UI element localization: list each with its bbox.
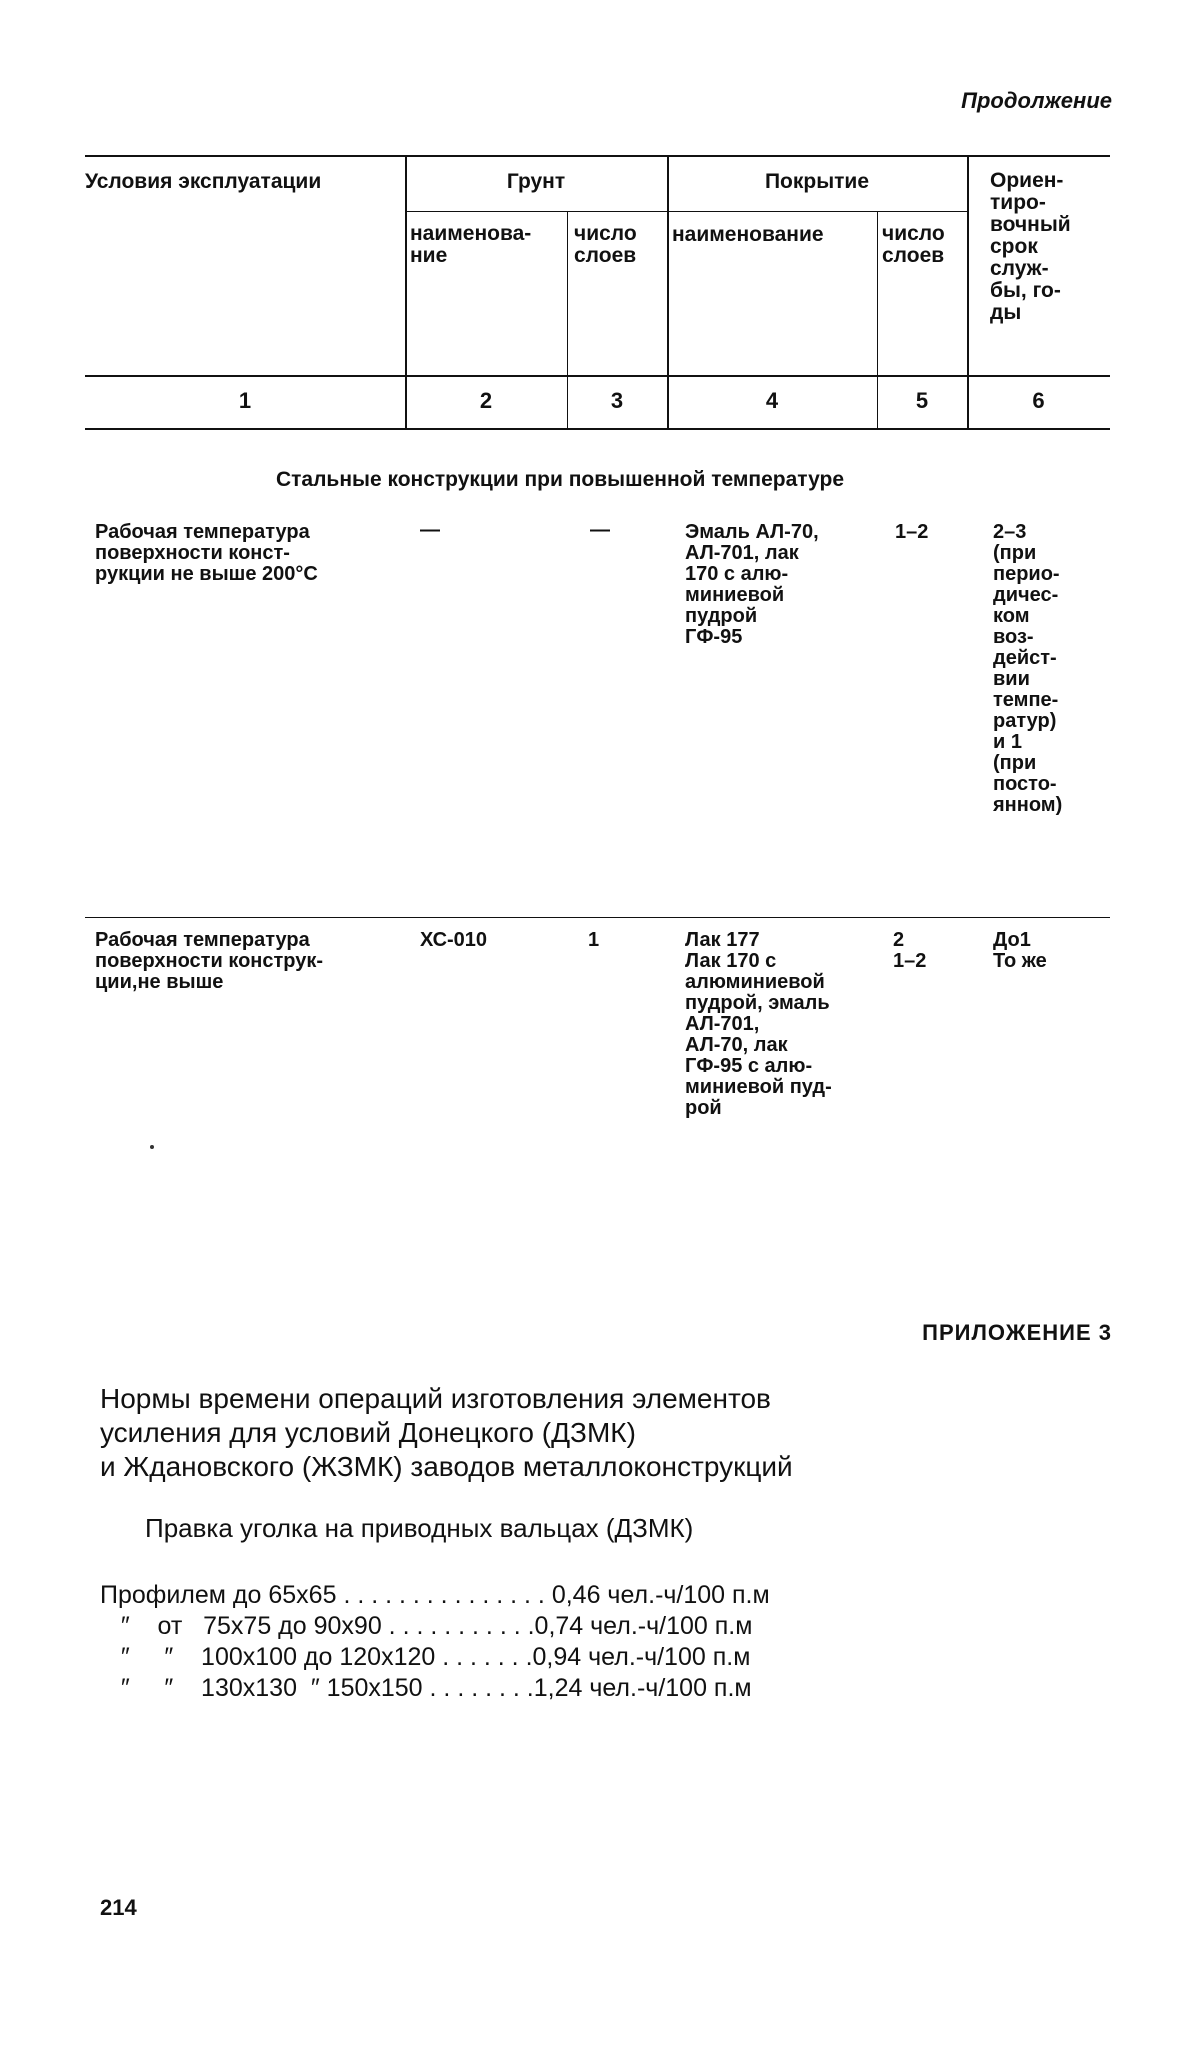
header-bottom-rule [85,375,1110,377]
column-numbers-rule [85,428,1110,430]
header-coating: Покрытие [764,170,870,193]
table-top-rule [85,155,1110,157]
section-title: Стальные конструкции при повышенной температуре [275,468,845,491]
header-service-life: Ориен- тиро- вочный срок служ- бы, го- ды [990,169,1071,324]
appendix-title: Нормы времени операций изготовления элементов усиления для условий Донецкого (ДЗМК) и Ждановского (ЖЗМК) заводов металлоконструкций [100,1383,793,1482]
norm-value: 0,74 чел.-ч/100 п.м [534,1612,753,1640]
norm-row [100,1611,770,1642]
row1-conditions: Рабочая температура поверхности конст- рукции не выше 200°С [95,521,318,585]
header-conditions: Условия эксплуатации [85,170,322,193]
row1-coating-name: Эмаль АЛ-70, АЛ-701, лак 170 с алю- миниевой пудрой ГФ-95 [685,521,819,648]
page-number: 214 [100,1895,137,1920]
norm-value: 0,94 чел.-ч/100 п.м [532,1643,751,1671]
norm-row [100,1642,770,1673]
column-number-5: 5 [915,388,929,413]
header-primer-layers: число слоев [574,222,637,267]
norm-leader: . . . . . . . . [422,1674,534,1702]
stray-mark [150,1145,154,1149]
column-number-4: 4 [765,388,779,413]
norm-profile: ″ ″ 130х130 ″ 150х150 [100,1674,423,1702]
row1-primer-name: — [420,519,440,541]
norm-value: 1,24 чел.-ч/100 п.м [533,1674,752,1702]
appendix-label: ПРИЛОЖЕНИЕ 3 [922,1320,1112,1345]
column-number-6: 6 [1032,388,1045,413]
header-coating-layers: число слоев [882,222,945,267]
row2-coating-layers: 2 1–2 [893,929,927,972]
column-number-3: 3 [610,388,624,413]
norms-list [100,1580,770,1704]
row1-coating-layers: 1–2 [895,521,929,543]
row2-conditions: Рабочая температура поверхности конструк- ции,не выше [95,929,324,993]
header-sub-rule [405,211,967,212]
norm-row [100,1673,770,1704]
appendix-subtitle: Правка уголка на приводных вальцах (ДЗМК) [145,1513,694,1543]
norm-leader: . . . . . . . [435,1643,533,1671]
row2-primer-name: ХС-010 [420,929,488,951]
norm-leader: . . . . . . . . . . . [381,1612,535,1640]
row-divider [85,917,1110,918]
norm-profile: ″ от 75х75 до 90х90 [100,1612,382,1640]
norm-leader: . . . . . . . . . . . . . . . [336,1581,552,1609]
header-coating-name: наименование [672,223,824,246]
continuation-note: Продолжение [961,88,1112,113]
norm-profile: ″ ″ 100х100 до 120х120 [100,1643,436,1671]
norm-row [100,1580,770,1611]
row1-service-life: 2–3 (при перио- дичес- ком воз- дейст- вии темпе- ратур) и 1 (при посто- янном) [993,521,1063,816]
column-number-1: 1 [238,388,252,413]
row2-primer-layers: 1 [588,929,600,951]
row1-primer-layers: — [590,519,610,541]
column-number-2: 2 [479,388,493,413]
row2-coating-name: Лак 177 Лак 170 с алюминиевой пудрой, эмаль АЛ-701, АЛ-70, лак ГФ-95 с алю- миниевой пуд- рой [685,929,832,1119]
row2-service-life: До1 То же [993,929,1047,972]
header-primer: Грунт [506,170,566,193]
norm-value: 0,46 чел.-ч/100 п.м [551,1581,770,1609]
norm-profile: Профилем до 65х65 [100,1581,337,1609]
header-primer-name: наименова- ние [410,222,532,267]
